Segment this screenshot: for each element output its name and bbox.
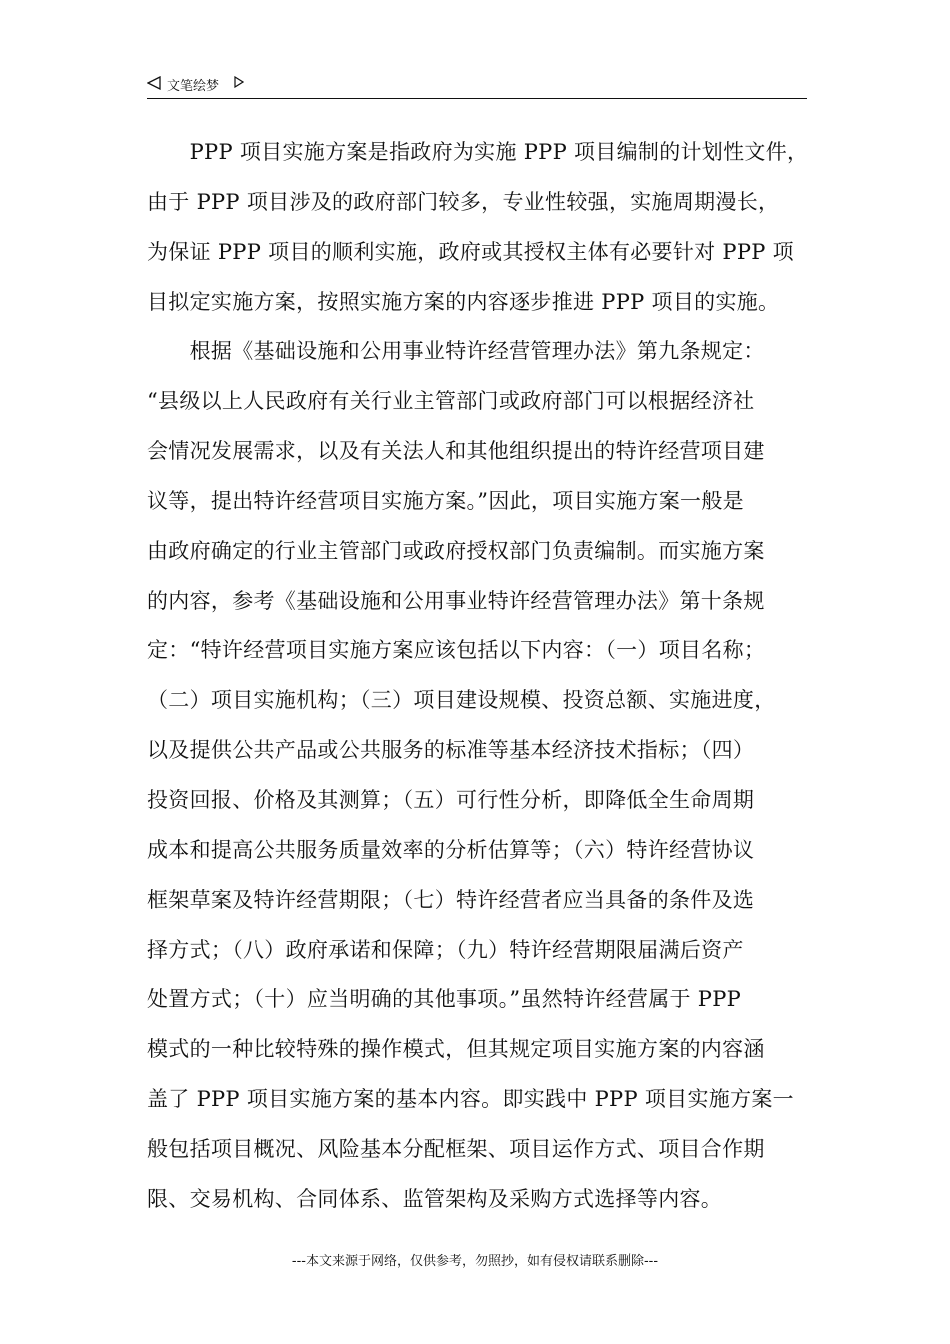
page-header [147, 72, 807, 99]
text-line: 模式的一种比较特殊的操作模式，但其规定项目实施方案的内容涵 [147, 1037, 765, 1062]
text-line: 定：“特许经营项目实施方案应该包括以下内容：（一）项目名称； [147, 638, 766, 663]
text-line: 由于 PPP 项目涉及的政府部门较多，专业性较强，实施周期漫长， [147, 189, 780, 214]
text-line: PPP 项目实施方案是指政府为实施 PPP 项目编制的计划性文件， [147, 140, 809, 164]
text-line: 限、交易机构、合同体系、监管架构及采购方式选择等内容。 [147, 1186, 723, 1211]
text-line: 成本和提高公共服务质量效率的分析估算等；（六）特许经营协议 [147, 837, 755, 862]
text-line: 的内容，参考《基础设施和公用事业特许经营管理办法》第十条规 [147, 588, 765, 613]
text-line: 框架草案及特许经营期限；（七）特许经营者应当具备的条件及选 [147, 887, 755, 912]
text-line: 盖了 PPP 项目实施方案的基本内容。即实践中 PPP 项目实施方案一 [147, 1087, 794, 1112]
text-line: 由政府确定的行业主管部门或政府授权部门负责编制。而实施方案 [147, 538, 765, 563]
text-line: （二）项目实施机构；（三）项目建设规模、投资总额、实施进度， [147, 688, 776, 713]
text-line: “县级以上人民政府有关行业主管部门或政府部门可以根据经济社 [147, 389, 755, 414]
text-line: 会情况发展需求，以及有关法人和其他组织提出的特许经营项目建 [147, 439, 765, 464]
page-footer: ---本文来源于网络，仅供参考，勿照抄，如有侵权请联系删除--- [291, 1254, 659, 1269]
header-title: 文笔绘梦 [167, 79, 220, 94]
triangle-right-outline-icon [234, 76, 244, 88]
text-line: 为保证 PPP 项目的顺利实施，政府或其授权主体有必要针对 PPP 项 [147, 239, 794, 264]
text-line: 议等，提出特许经营项目实施方案。”因此，项目实施方案一般是 [147, 488, 744, 513]
text-line: 根据《基础设施和公用事业特许经营管理办法》第九条规定： [147, 339, 765, 364]
document-body [147, 128, 819, 1225]
text-line: 择方式；（八）政府承诺和保障；（九）特许经营期限届满后资产 [147, 937, 744, 962]
text-line: 处置方式；（十）应当明确的其他事项。”虽然特许经营属于 PPP [147, 987, 742, 1012]
text-line: 以及提供公共产品或公共服务的标准等基本经济技术指标；（四） [147, 738, 755, 763]
text-line: 投资回报、价格及其测算；（五）可行性分析，即降低全生命周期 [147, 787, 755, 812]
text-line: 般包括项目概况、风险基本分配框架、项目运作方式、项目合作期 [147, 1136, 765, 1161]
text-line: 目拟定实施方案，按照实施方案的内容逐步推进 PPP 项目的实施。 [147, 289, 780, 314]
triangle-left-outline-icon [147, 76, 161, 90]
